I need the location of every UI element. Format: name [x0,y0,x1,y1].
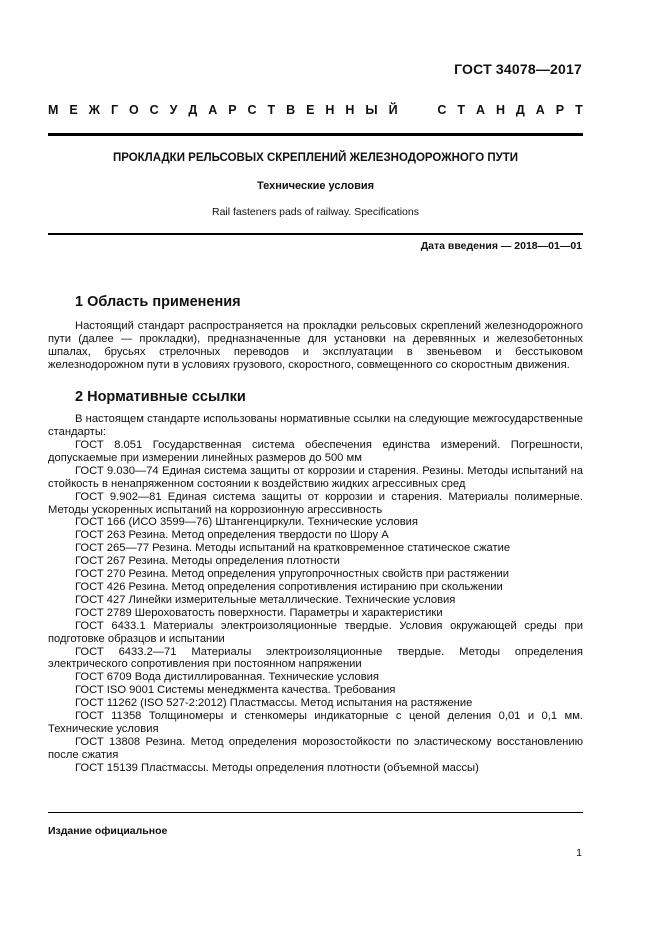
standard-type-letter: Е [69,103,78,117]
reference-item: ГОСТ 6433.2—71 Материалы электроизоляционные твердые. Методы определения электрического сопротивления при постоянном напряжении [48,645,583,671]
standard-type-letter: Й [388,103,398,117]
reference-item: ГОСТ 13808 Резина. Метод определения морозостойкости по эластическому восстановлению после сжатия [48,735,583,761]
standard-type-letter: С [247,103,257,117]
standard-type-letter: Т [575,103,583,117]
standard-type-letter: О [128,103,139,117]
standard-type-letter: У [169,103,178,117]
standard-type-letter: В [286,103,296,117]
introduction-date: Дата введения — 2018—01—01 [420,240,582,252]
reference-item: ГОСТ 9.902—81 Единая система защиты от коррозии и старения. Материалы полимерные. Методы ускоренных испытаний на коррозионную агрессивность [48,490,583,516]
standard-type-letter: Т [457,103,465,117]
standard-type-letter: Р [555,103,565,117]
reference-item: ГОСТ 267 Резина. Методы определения плотности [75,555,340,568]
standard-type-letter: Р [228,103,237,117]
section-heading-references: 2 Нормативные ссылки [75,389,246,405]
reference-item: ГОСТ 427 Линейки измерительные металлические. Технические условия [75,593,456,606]
official-edition-label: Издание официальное [48,825,168,837]
standard-type-letter: А [535,103,545,117]
reference-item: ГОСТ ISO 9001 Системы менеджмента качества. Требования [75,684,396,697]
standard-type-heading [48,103,583,117]
standard-type-letter: Ы [365,103,378,117]
section-text-references: В настоящем стандарте использованы нормативные ссылки на следующие межгосударственные стандарты: [48,413,583,438]
standard-type-letter: Д [188,103,198,117]
standard-type-letter: Д [515,103,525,117]
standard-type-letter: Н [495,103,505,117]
reference-item: ГОСТ 265—77 Резина. Методы испытаний на кратковременное статическое сжатие [75,542,511,555]
document-number: ГОСТ 34078—2017 [454,61,582,77]
reference-item: ГОСТ 263 Резина. Метод определения твердости по Шору А [75,529,389,542]
reference-item: ГОСТ 270 Резина. Метод определения упругопрочностных свойств при растяжении [75,568,510,581]
standard-type-letter: А [208,103,218,117]
standard-type-letter: А [475,103,485,117]
reference-item: ГОСТ 6709 Вода дистиллированная. Технические условия [75,671,379,684]
header-divider-top [48,133,583,136]
section-text-scope: Настоящий стандарт распространяется на прокладки рельсовых скреплений железнодорожного пути (далее — прокладки), предназначенные для установки на деревянных и железобетонных шпалах, брусьях стрелочных переводов и эксплуатации в звеньевом и бесстыковом железнодорожном пути в условиях грузового, скоростного, совмещенного со скоростным движения. [48,320,583,371]
standard-title: ПРОКЛАДКИ РЕЛЬСОВЫХ СКРЕПЛЕНИЙ ЖЕЛЕЗНОДОРОЖНОГО ПУТИ [112,152,519,164]
reference-item: ГОСТ 2789 Шероховатость поверхности. Параметры и характеристики [75,606,443,619]
page-number: 1 [576,847,582,859]
standard-type-letter [423,103,426,117]
reference-item: ГОСТ 8.051 Государственная система обеспечения единства измерений. Погрешности, допускаемые при измерении линейных размеров до 500 мм [48,439,583,464]
reference-item: ГОСТ 15139 Пластмассы. Методы определения плотности (объемной массы) [75,761,479,774]
standard-type-letter: Г [110,103,119,117]
standard-type-letter: Н [345,103,355,117]
reference-item: ГОСТ 9.030—74 Единая система защиты от коррозии и старения. Резины. Методы испытаний на стойкость в ненапряженном состоянии к воздействию жидких агрессивных сред [48,464,583,490]
standard-type-letter [409,103,412,117]
standard-title-english: Rail fasteners pads of railway. Specifications [212,206,419,218]
reference-item: ГОСТ 166 (ИСО 3599—76) Штангенциркули. Технические условия [75,516,418,529]
standard-type-letter: Е [306,103,315,117]
standard-type-letter: М [48,103,59,117]
reference-item: ГОСТ 11358 Толщиномеры и стенкомеры индикаторные с ценой деления 0,01 и 0,1 мм. Технические условия [48,710,583,735]
standard-type-letter: Ж [88,103,100,117]
standard-type-letter: Н [325,103,335,117]
reference-item: ГОСТ 11262 (ISO 527-2:2012) Пластмассы. Метод испытания на растяжение [75,697,473,710]
reference-item: ГОСТ 6433.1 Материалы электроизоляционные твердые. Условия окружающей среды при подготовке образцов и испытании [48,619,583,645]
header-divider-bottom [48,233,583,235]
footer-divider [48,812,583,813]
reference-item: ГОСТ 426 Резина. Метод определения сопротивления истиранию при скольжении [75,580,503,593]
standard-type-letter: С [437,103,447,117]
standard-subtitle: Технические условия [256,180,375,192]
standard-type-letter: С [149,103,159,117]
standard-type-letter: Т [267,103,276,117]
section-heading-scope: 1 Область применения [75,294,241,310]
references-list [48,439,583,775]
